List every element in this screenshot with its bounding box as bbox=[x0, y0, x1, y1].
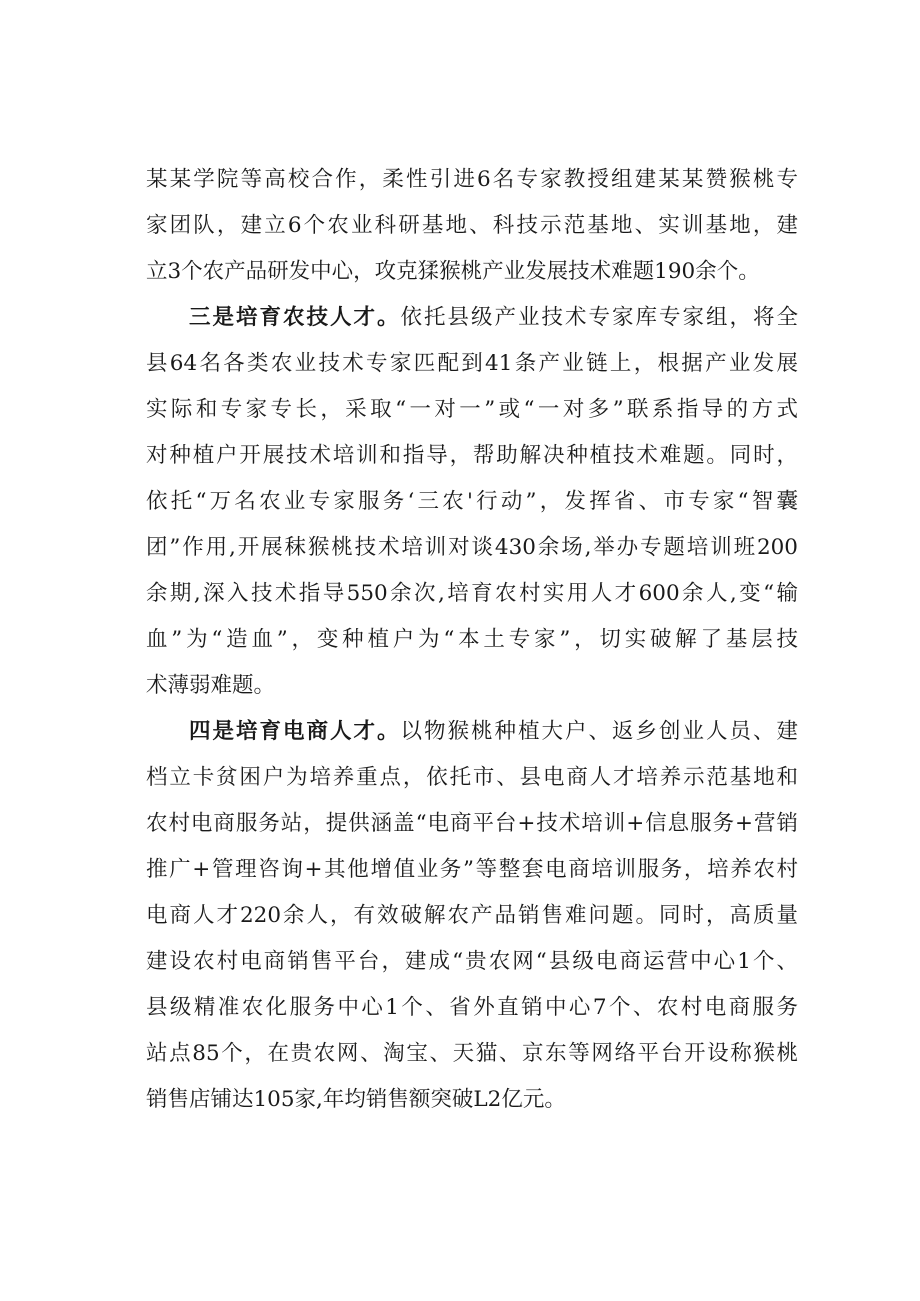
paragraph-2-lead: 三是培育农技人才。 bbox=[189, 305, 401, 330]
paragraph-2-line-5: 依托“万名农业专家服务‘三农'行动”，发挥省、市专家“智囊 bbox=[146, 489, 798, 514]
paragraph-3-line-3: 农村电商服务站，提供涵盖“电商平台+技术培训+信息服务+营销 bbox=[146, 811, 798, 836]
paragraph-2-line-8: 血”为“造血”，变种植户为“本土专家”，切实破解了基层技 bbox=[146, 627, 798, 652]
paragraph-1-line-2: 家团队，建立6个农业科研基地、科技示范基地、实训基地，建 bbox=[146, 213, 798, 238]
paragraph-1-line-1: 某某学院等高校合作，柔性引进6名专家教授组建某某赞猴桃专 bbox=[146, 167, 798, 192]
paragraph-2-line-4: 对种植户开展技术培训和指导，帮助解决种植技术难题。同时， bbox=[146, 443, 798, 468]
paragraph-3-line-9: 销售店铺达105家,年均销售额突破L2亿元。 bbox=[146, 1087, 566, 1112]
paragraph-3-line-7: 县级精准农化服务中心1个、省外直销中心7个、农村电商服务 bbox=[146, 995, 798, 1020]
paragraph-2-line-1 bbox=[146, 300, 798, 331]
paragraph-2-line-6: 团”作用,开展秣猴桃技术培训对谈430余场,举办专题培训班200 bbox=[146, 535, 798, 560]
paragraph-3-line-8: 站点85个，在贵农网、淘宝、天猫、京东等网络平台开设称猴桃 bbox=[146, 1041, 798, 1066]
paragraph-3-line-6: 建设农村电商销售平台，建成“贵农网“县级电商运营中心1个、 bbox=[146, 949, 798, 974]
paragraph-3-line-1-text: 以物猴桃种植大户、返乡创业人员、建 bbox=[400, 719, 798, 744]
paragraph-3-line-5: 电商人才220余人，有效破解农产品销售难问题。同时，高质量 bbox=[146, 903, 798, 928]
paragraph-2-line-3: 实际和专家专长，采取“一对一”或“一对多”联系指导的方式 bbox=[146, 397, 798, 422]
paragraph-3-line-2: 档立卡贫困户为培养重点，依托市、县电商人才培养示范基地和 bbox=[146, 765, 798, 790]
paragraph-3-line-1 bbox=[146, 714, 798, 745]
paragraph-3-lead: 四是培育电商人才。 bbox=[189, 719, 401, 744]
paragraph-3-line-4: 推广+管理咨询+其他增值业务”等整套电商培训服务，培养农村 bbox=[146, 857, 798, 882]
paragraph-2-line-1-text: 依托县级产业技术专家库专家组，将全 bbox=[400, 305, 798, 330]
paragraph-2-line-9: 术薄弱难题。 bbox=[146, 673, 276, 698]
paragraph-1-line-3: 立3个农产品研发中心，攻克猱猴桃产业发展技术难题190余个。 bbox=[146, 259, 760, 284]
paragraph-2-line-2: 县64名各类农业技术专家匹配到41条产业链上，根据产业发展 bbox=[146, 351, 798, 376]
paragraph-2-line-7: 余期,深入技术指导550余次,培育农村实用人才600余人,变“输 bbox=[146, 581, 798, 606]
